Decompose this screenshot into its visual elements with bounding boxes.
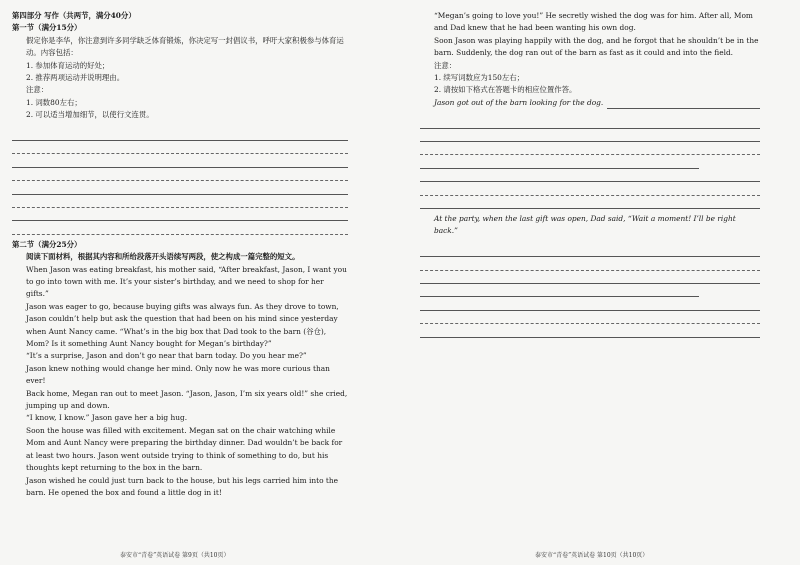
paragraph2-answer-lines <box>420 244 760 338</box>
answer-line[interactable] <box>12 208 348 221</box>
section1-intro: 假定你是李华，你注意到许多同学缺乏体育锻炼，你决定写一封倡议书，呼吁大家积极参与体育运动。内容包括： <box>26 35 344 58</box>
right-column <box>420 10 760 547</box>
answer-line[interactable] <box>420 311 760 324</box>
answer-line[interactable] <box>420 244 760 257</box>
section1-point: 1. 参加体育运动的好处； <box>26 60 110 70</box>
answer-line[interactable] <box>12 128 348 141</box>
answer-line[interactable] <box>420 297 760 310</box>
answer-line[interactable] <box>420 142 760 155</box>
story-paragraph: Jason was eager to go, because buying gifts was always fun. As they drove to town, Jason couldn’t help but ask the question that had been on his mind since yesterday when Aunt Nancy came. “What’s in the big box that Dad took to the barn (谷仓), Mom? Is it something Aunt Nancy bought for Megan’s birthday?” <box>26 301 339 349</box>
story-paragraph: Jason knew nothing would change her mind. Only now he was more curious than ever! <box>26 363 330 386</box>
continuation-note: 2. 请按如下格式在答题卡的相应位置作答。 <box>434 85 577 95</box>
answer-line[interactable] <box>420 182 760 195</box>
section1-point: 2. 推荐两项运动并说明理由。 <box>26 73 125 83</box>
continuation-note: 1. 续写词数应为150左右； <box>434 73 525 83</box>
section1-note-label: 注意： <box>26 85 49 95</box>
story-paragraph: Soon the house was filled with excitement. Megan sat on the chair watching while Mom and Aunt Nancy were preparing the birthday dinner. Dad wouldn’t be back for at least two hours. Jason went outside trying to think of something to do, but his thoughts kept returning to the box in the barn. <box>26 425 343 473</box>
answer-line[interactable] <box>12 168 348 181</box>
answer-line[interactable] <box>12 195 348 208</box>
continuation-prompt-2 <box>420 213 760 238</box>
answer-line[interactable] <box>12 221 348 234</box>
page-footer-left: 泰安市“青卷”英语试卷 第9页（共10页） <box>120 552 230 559</box>
answer-line[interactable] <box>420 115 760 128</box>
page-footer-right: 泰安市“青卷”英语试卷 第10页（共10页） <box>535 552 649 559</box>
section1-note: 1. 词数80左右； <box>26 97 82 107</box>
answer-line[interactable] <box>12 181 348 194</box>
story-paragraph: “Megan’s going to love you!” He secretly wished the dog was for him. After all, Mom and Dad knew that he had been wanting his own dog. <box>434 11 753 33</box>
answer-line[interactable] <box>12 154 348 167</box>
section2-intro: 阅读下面材料，根据其内容和所给段落开头语续写两段，使之构成一篇完整的短文。 <box>26 252 300 262</box>
answer-line[interactable] <box>420 324 760 337</box>
section1-note: 2. 可以适当增加细节，以使行文连贯。 <box>26 110 154 120</box>
story-paragraph: Back home, Megan ran out to meet Jason. “Jason, Jason, I’m six years old!” she cried, jumping up and down. <box>26 388 348 411</box>
answer-line[interactable] <box>420 196 760 209</box>
left-column <box>12 10 348 547</box>
answer-line[interactable] <box>420 169 760 182</box>
paragraph1-answer-lines <box>420 115 760 209</box>
answer-line[interactable] <box>12 141 348 154</box>
answer-line[interactable] <box>420 129 760 142</box>
prompt-text: Jason got out of the barn looking for the dog. <box>434 97 604 107</box>
prompt-text: At the party, when the last gift was open, Dad said, “Wait a moment! I’ll be right back.” <box>434 213 736 236</box>
story-paragraph: When Jason was eating breakfast, his mother said, “After breakfast, Jason, I want you to go into town with me. It’s your sister’s birthday, and we need to shop for her gifts.” <box>26 264 347 299</box>
section2-heading: 第二节（满分25分） <box>12 239 82 249</box>
answer-line[interactable] <box>607 99 760 109</box>
story-paragraph: “I know, I know.” Jason gave her a big hug. <box>26 413 188 423</box>
continuation-note-label: 注意： <box>434 60 457 70</box>
part4-heading: 第四部分 写作（共两节，满分40分） <box>12 11 136 20</box>
section1-answer-lines <box>12 128 348 235</box>
answer-line[interactable] <box>420 257 760 270</box>
answer-line[interactable] <box>420 271 760 284</box>
story-paragraph: “It’s a surprise, Jason and don’t go near that barn today. Do you hear me?” <box>26 351 307 361</box>
story-paragraph: Soon Jason was playing happily with the dog, and he forgot that he shouldn’t be in the barn. Suddenly, the dog ran out of the barn as fast as it could and into the field. <box>434 35 759 58</box>
answer-line[interactable] <box>420 155 699 168</box>
continuation-prompt-1 <box>420 97 760 109</box>
answer-line[interactable] <box>420 284 699 297</box>
story-paragraph: Jason wished he could just turn back to the house, but his legs carried him into the barn. He opened the box and found a little dog in it! <box>26 475 338 497</box>
section1-heading: 第一节（满分15分） <box>12 23 82 33</box>
